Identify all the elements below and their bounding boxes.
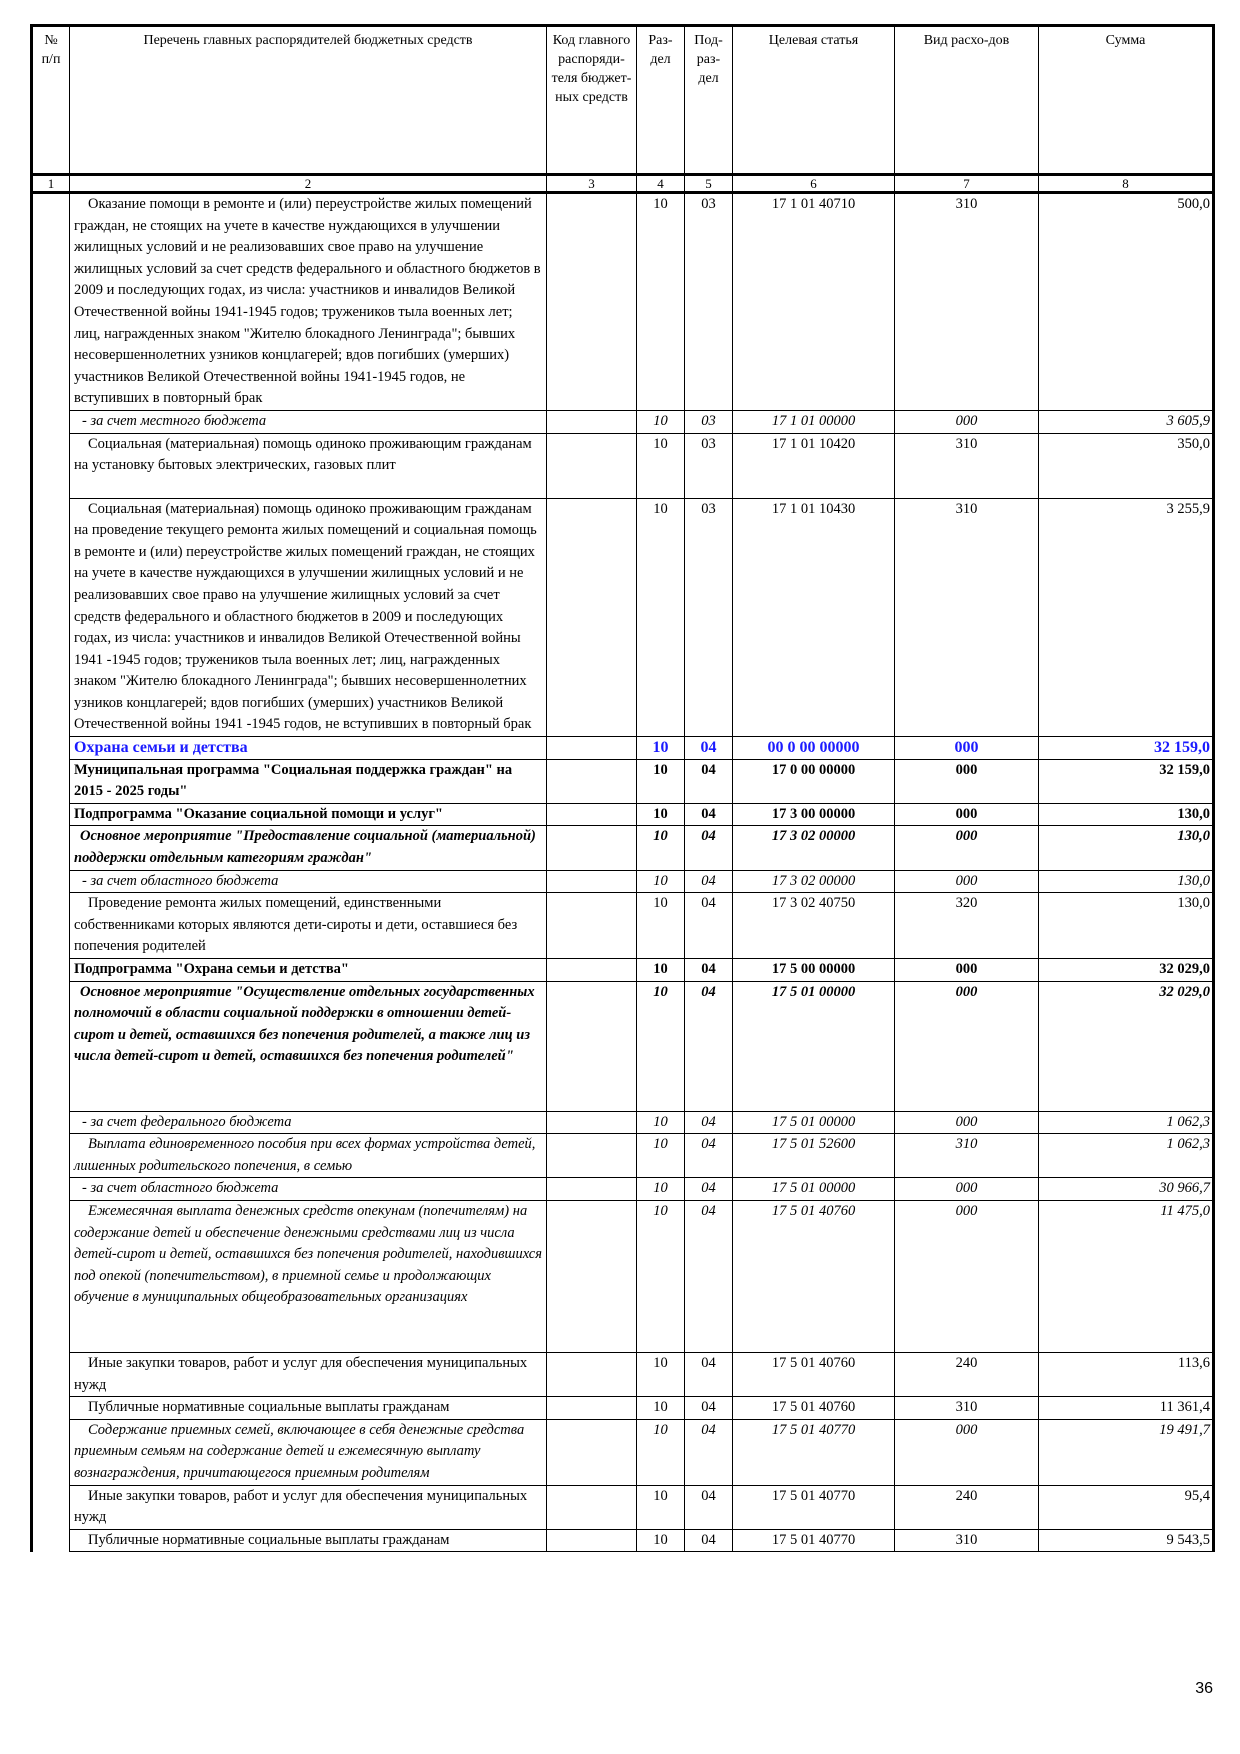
row-target-cell: 17 5 01 00000 [733,1111,895,1134]
row-razdel-cell: 10 [637,1397,685,1420]
row-code-cell [547,433,637,498]
row-code-cell [547,1200,637,1352]
row-vid-cell: 000 [895,803,1039,826]
row-name-cell: - за счет федерального бюджета [70,1111,547,1134]
row-sum-cell: 11 475,0 [1039,1200,1214,1352]
row-vid-cell: 000 [895,1200,1039,1352]
row-vid-cell: 000 [895,737,1039,760]
row-target-cell: 17 1 01 00000 [733,410,895,433]
row-sum-cell: 3 255,9 [1039,498,1214,737]
row-name-cell: Социальная (материальная) помощь одиноко проживающим гражданам на установку бытовых электрических, газовых плит [70,433,547,498]
row-target-cell: 17 3 02 00000 [733,870,895,893]
table-row [32,1111,1214,1134]
column-number: 1 [32,175,70,193]
row-podrazdel-cell: 04 [685,981,733,1111]
row-sum-cell: 3 605,9 [1039,410,1214,433]
row-name-cell: Охрана семьи и детства [70,737,547,760]
row-code-cell [547,981,637,1111]
row-target-cell: 17 5 01 00000 [733,1178,895,1201]
header-col-name: Перечень главных распорядителей бюджетных средств [70,26,547,175]
row-number-cell [32,826,70,870]
row-number-cell [32,759,70,803]
row-razdel-cell: 10 [637,893,685,959]
row-razdel-cell: 10 [637,1200,685,1352]
row-sum-cell: 32 159,0 [1039,737,1214,760]
row-code-cell [547,410,637,433]
table-row [32,981,1214,1111]
row-podrazdel-cell: 04 [685,826,733,870]
header-col-target: Целевая статья [733,26,895,175]
budget-table [30,24,1215,1552]
row-name-cell: Выплата единовременного пособия при всех формах устройства детей, лишенных родительского попечения, в семью [70,1134,547,1178]
row-name-cell: Содержание приемных семей, включающее в себя денежные средства приемным семьям на содержание детей и ежемесячную выплату вознаграждения, причитающегося приемным родителям [70,1419,547,1485]
row-vid-cell: 000 [895,1111,1039,1134]
page-number: 36 [1195,1680,1213,1697]
row-code-cell [547,1397,637,1420]
row-sum-cell: 130,0 [1039,870,1214,893]
row-sum-cell: 130,0 [1039,826,1214,870]
row-vid-cell: 310 [895,193,1039,411]
header-col-code: Код главного распоряди-теля бюджет-ных средств [547,26,637,175]
header-col-razdel: Раз-дел [637,26,685,175]
row-name-cell: Основное мероприятие "Предоставление социальной (материальной) поддержки отдельным категориям граждан" [70,826,547,870]
table-row [32,1485,1214,1529]
row-sum-cell: 11 361,4 [1039,1397,1214,1420]
row-code-cell [547,759,637,803]
row-sum-cell: 500,0 [1039,193,1214,411]
row-number-cell [32,893,70,959]
row-number-cell [32,1485,70,1529]
row-name-cell: Муниципальная программа "Социальная поддержка граждан" на 2015 - 2025 годы" [70,759,547,803]
column-number: 6 [733,175,895,193]
row-name-cell: Иные закупки товаров, работ и услуг для обеспечения муниципальных нужд [70,1485,547,1529]
row-target-cell: 17 1 01 40710 [733,193,895,411]
row-code-cell [547,193,637,411]
row-sum-cell: 9 543,5 [1039,1529,1214,1552]
row-code-cell [547,803,637,826]
table-row [32,410,1214,433]
row-vid-cell: 000 [895,1419,1039,1485]
row-name-cell: Иные закупки товаров, работ и услуг для обеспечения муниципальных нужд [70,1352,547,1396]
row-number-cell [32,1352,70,1396]
row-sum-cell: 1 062,3 [1039,1134,1214,1178]
row-name-cell: Ежемесячная выплата денежных средств опекунам (попечителям) на содержание детей и обеспечение денежными средствами лиц из числа детей-сирот и детей, оставшихся без попечения родителей, находившихся под опекой (попечительством), в приемной семье и продолжающих обучение в муниципальных общеобразовательных организациях [70,1200,547,1352]
row-sum-cell: 30 966,7 [1039,1178,1214,1201]
row-razdel-cell: 10 [637,1352,685,1396]
row-target-cell: 17 5 01 00000 [733,981,895,1111]
row-code-cell [547,1178,637,1201]
row-name-cell: - за счет областного бюджета [70,1178,547,1201]
column-numbers-row [32,175,1214,193]
row-name-cell: Публичные нормативные социальные выплаты гражданам [70,1397,547,1420]
row-sum-cell: 130,0 [1039,803,1214,826]
row-razdel-cell: 10 [637,1419,685,1485]
row-podrazdel-cell: 04 [685,1419,733,1485]
row-target-cell: 17 0 00 00000 [733,759,895,803]
table-row [32,959,1214,982]
row-target-cell: 17 5 01 40770 [733,1419,895,1485]
row-razdel-cell: 10 [637,826,685,870]
row-sum-cell: 32 029,0 [1039,981,1214,1111]
row-target-cell: 17 5 01 52600 [733,1134,895,1178]
row-razdel-cell: 10 [637,870,685,893]
row-vid-cell: 000 [895,759,1039,803]
header-row [32,26,1214,175]
header-col-sum: Сумма [1039,26,1214,175]
row-number-cell [32,1419,70,1485]
row-sum-cell: 95,4 [1039,1485,1214,1529]
row-razdel-cell: 10 [637,1485,685,1529]
row-target-cell: 17 5 01 40760 [733,1200,895,1352]
row-number-cell [32,1397,70,1420]
row-number-cell [32,1134,70,1178]
table-body [32,193,1214,1552]
row-podrazdel-cell: 04 [685,893,733,959]
row-vid-cell: 320 [895,893,1039,959]
row-podrazdel-cell: 04 [685,1397,733,1420]
row-podrazdel-cell: 04 [685,759,733,803]
row-target-cell: 17 5 01 40760 [733,1352,895,1396]
row-podrazdel-cell: 03 [685,433,733,498]
row-razdel-cell: 10 [637,759,685,803]
row-number-cell [32,1200,70,1352]
table-row [32,498,1214,737]
table-row [32,803,1214,826]
row-target-cell: 17 3 02 40750 [733,893,895,959]
table-row [32,1352,1214,1396]
column-number: 5 [685,175,733,193]
table-row [32,433,1214,498]
row-number-cell [32,981,70,1111]
row-vid-cell: 000 [895,959,1039,982]
column-number: 4 [637,175,685,193]
row-number-cell [32,498,70,737]
row-sum-cell: 350,0 [1039,433,1214,498]
row-code-cell [547,893,637,959]
row-vid-cell: 310 [895,1134,1039,1178]
row-podrazdel-cell: 04 [685,1178,733,1201]
row-vid-cell: 310 [895,1529,1039,1552]
row-target-cell: 17 1 01 10420 [733,433,895,498]
row-sum-cell: 113,6 [1039,1352,1214,1396]
row-vid-cell: 310 [895,433,1039,498]
row-number-cell [32,1111,70,1134]
row-razdel-cell: 10 [637,803,685,826]
row-razdel-cell: 10 [637,1134,685,1178]
row-vid-cell: 000 [895,1178,1039,1201]
table-row [32,759,1214,803]
row-razdel-cell: 10 [637,433,685,498]
table-row [32,1178,1214,1201]
row-number-cell [32,1529,70,1552]
row-target-cell: 00 0 00 00000 [733,737,895,760]
row-podrazdel-cell: 04 [685,1134,733,1178]
row-target-cell: 17 1 01 10430 [733,498,895,737]
row-vid-cell: 000 [895,870,1039,893]
row-code-cell [547,1419,637,1485]
row-razdel-cell: 10 [637,498,685,737]
row-sum-cell: 1 062,3 [1039,1111,1214,1134]
row-code-cell [547,959,637,982]
table-row [32,893,1214,959]
column-number: 8 [1039,175,1214,193]
header-col-podrazdel: Под-раз-дел [685,26,733,175]
row-code-cell [547,870,637,893]
row-razdel-cell: 10 [637,1178,685,1201]
row-target-cell: 17 5 00 00000 [733,959,895,982]
row-name-cell: Проведение ремонта жилых помещений, единственными собственниками которых являются дети-сироты и дети, оставшиеся без попечения родителей [70,893,547,959]
row-podrazdel-cell: 03 [685,193,733,411]
row-vid-cell: 000 [895,826,1039,870]
row-target-cell: 17 5 01 40770 [733,1485,895,1529]
row-podrazdel-cell: 04 [685,1200,733,1352]
row-name-cell: - за счет областного бюджета [70,870,547,893]
table-row [32,193,1214,411]
table-row [32,1134,1214,1178]
table-row [32,1529,1214,1552]
row-number-cell [32,870,70,893]
row-name-cell: - за счет местного бюджета [70,410,547,433]
row-number-cell [32,433,70,498]
row-vid-cell: 240 [895,1485,1039,1529]
row-podrazdel-cell: 04 [685,1485,733,1529]
row-razdel-cell: 10 [637,1111,685,1134]
row-number-cell [32,737,70,760]
row-podrazdel-cell: 04 [685,803,733,826]
row-number-cell [32,410,70,433]
row-name-cell: Социальная (материальная) помощь одиноко проживающим гражданам на проведение текущего ремонта жилых помещений и социальная помощь в ремонте и (или) переустройстве жилых помещений граждан, не стоящих на учете в качестве нуждающихся в улучшении жилищных условий и не реализовавших свое право на улучшение жилищных условий за счет средств федерального и областного бюджетов в 2009 и последующих годах, из числа: участников и инвалидов Великой Отечественной войны 1941 -1945 годов; тружеников тыла военных лет; лиц, награжденных знаком "Жителю блокадного Ленинграда"; бывших несовершеннолетних узников концлагерей; вдов погибших (умерших) участников Великой Отечественной войны 1941 -1945 годов, не вступивших в повторный брак [70,498,547,737]
row-sum-cell: 130,0 [1039,893,1214,959]
row-podrazdel-cell: 04 [685,959,733,982]
row-razdel-cell: 10 [637,193,685,411]
table-row [32,1419,1214,1485]
row-code-cell [547,826,637,870]
table-row [32,1397,1214,1420]
row-sum-cell: 32 029,0 [1039,959,1214,982]
row-podrazdel-cell: 03 [685,410,733,433]
header-col-vid: Вид расхо-дов [895,26,1039,175]
column-number: 3 [547,175,637,193]
row-code-cell [547,498,637,737]
row-razdel-cell: 10 [637,737,685,760]
row-vid-cell: 000 [895,981,1039,1111]
row-target-cell: 17 5 01 40760 [733,1397,895,1420]
table-row [32,870,1214,893]
column-number: 7 [895,175,1039,193]
row-target-cell: 17 3 02 00000 [733,826,895,870]
row-vid-cell: 310 [895,498,1039,737]
row-name-cell: Публичные нормативные социальные выплаты гражданам [70,1529,547,1552]
row-code-cell [547,737,637,760]
row-podrazdel-cell: 03 [685,498,733,737]
row-podrazdel-cell: 04 [685,1352,733,1396]
row-code-cell [547,1485,637,1529]
table-row [32,826,1214,870]
row-target-cell: 17 5 01 40770 [733,1529,895,1552]
row-code-cell [547,1111,637,1134]
column-number: 2 [70,175,547,193]
row-name-cell: Подпрограмма "Охрана семьи и детства" [70,959,547,982]
row-vid-cell: 310 [895,1397,1039,1420]
row-name-cell: Подпрограмма "Оказание социальной помощи и услуг" [70,803,547,826]
row-razdel-cell: 10 [637,959,685,982]
row-sum-cell: 19 491,7 [1039,1419,1214,1485]
row-code-cell [547,1134,637,1178]
row-razdel-cell: 10 [637,981,685,1111]
row-podrazdel-cell: 04 [685,737,733,760]
row-name-cell: Основное мероприятие "Осуществление отдельных государственных полномочий в области социальной поддержки в отношении детей-сирот и детей, оставшихся без попечения родителей, а также лиц из числа детей-сирот и детей, оставшихся без попечения родителей" [70,981,547,1111]
row-razdel-cell: 10 [637,1529,685,1552]
row-number-cell [32,1178,70,1201]
row-number-cell [32,803,70,826]
row-number-cell [32,193,70,411]
row-podrazdel-cell: 04 [685,1529,733,1552]
row-target-cell: 17 3 00 00000 [733,803,895,826]
row-podrazdel-cell: 04 [685,870,733,893]
row-code-cell [547,1352,637,1396]
row-razdel-cell: 10 [637,410,685,433]
row-podrazdel-cell: 04 [685,1111,733,1134]
table-row [32,1200,1214,1352]
row-code-cell [547,1529,637,1552]
row-sum-cell: 32 159,0 [1039,759,1214,803]
row-vid-cell: 000 [895,410,1039,433]
row-vid-cell: 240 [895,1352,1039,1396]
table-row [32,737,1214,760]
header-col-number: № п/п [32,26,70,175]
row-number-cell [32,959,70,982]
row-name-cell: Оказание помощи в ремонте и (или) переустройстве жилых помещений граждан, не стоящих на учете в качестве нуждающихся в улучшении жилищных условий и не реализовавших свое право на улучшение жилищных условий за счет средств федерального и областного бюджетов в 2009 и последующих годах, из числа: участников и инвалидов Великой Отечественной войны 1941-1945 годов; тружеников тыла военных лет; лиц, награжденных знаком "Жителю блокадного Ленинграда"; бывших несовершеннолетних узников концлагерей; вдов погибших (умерших) участников Великой Отечественной войны 1941-1945 годов, не вступивших в повторный брак [70,193,547,411]
